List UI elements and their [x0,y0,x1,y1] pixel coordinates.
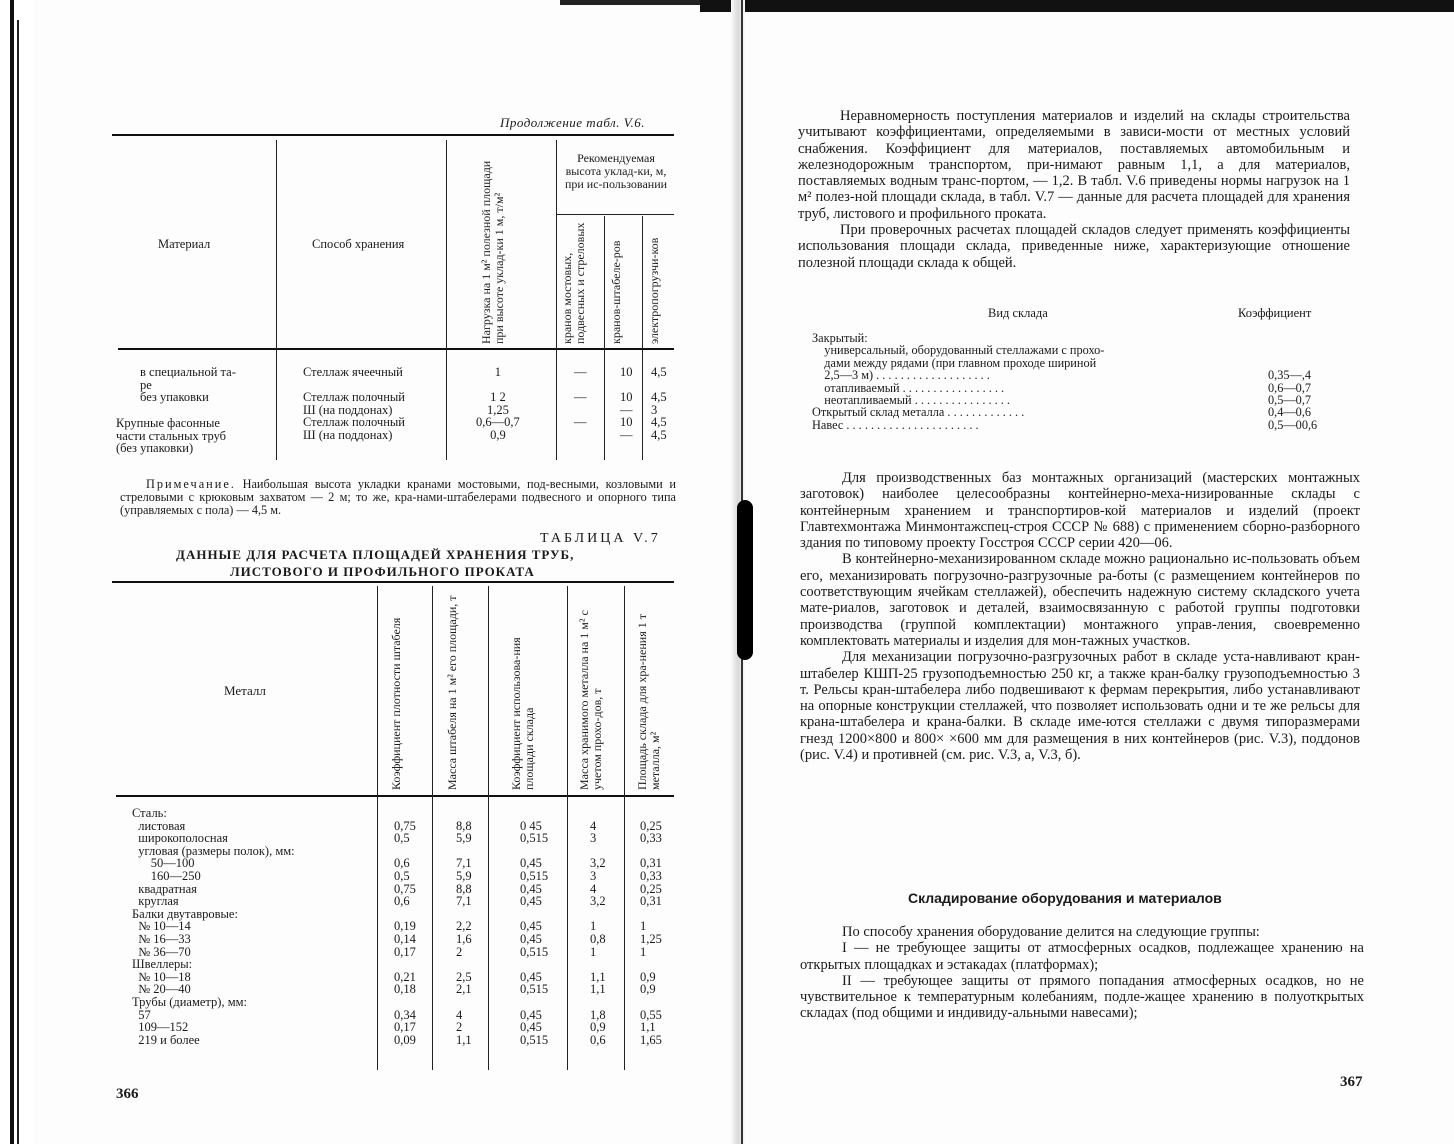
note-head: Примечание. [146,477,236,491]
paragraph-4-text: В контейнерно-механизированном складе можно рационально ис-пользовать объем его, механизировать погрузочно-разгрузочные ра-боты (с размещением контейнеров по соответствующим ячейкам стеллажей), обеспечить надежную систему складского учета мате-риалов, заготовок и деталей, взаимосвязанную с работой группы подготовки производства (группой комплектации) монтажного управ-ления, своевременно комплектовать материалы и изделия для мон-тажных участков. [800,551,1360,649]
table6-vline [276,140,277,460]
t6-header-crane2: кранов-штабеле-ров [609,240,623,344]
continuation-label: Продолжение табл. V.6. [500,115,645,130]
paragraph-7-text: I — не требующее защиты от атмосферных осадков, подлежащее хранению на открытых площадках и эстакадах (платформах); [800,940,1364,973]
t7-area-use-column: 0 45 0,515 0,45 0,515 0,45 0,45 0,45 0,45 0,515 0,45 0,515 0,45 0,45 0,515 [520,818,549,1047]
t7-metal-mass-column: 4 3 3,2 3 4 3,2 1 0,8 1 1,1 1,1 1,8 0,9 0,6 [590,818,606,1047]
t6-material-1: без упаковки [140,390,209,404]
t7-header-metal-mass: Масса хранимого металла на 1 м² с учетом прохо-дов, т [577,610,604,790]
table7-vline [567,586,568,1070]
t7-header-metal: Металл [224,683,266,698]
paragraph-8-text: II — требующее защиты от прямого попадания атмосферных осадков, но не чувствительное к температурным колебаниям, подле-жащее хранению в полуоткрытых складах (под общими и индивиду-альными навесами); [800,972,1364,1022]
table6-vline [604,216,605,460]
table7-vline [488,586,489,1070]
table7-title-line2: ЛИСТОВОГО И ПРОФИЛЬНОГО ПРОКАТА [230,564,535,579]
t7-metal-column: Сталь: листовая широкополосная угловая (размеры полок), мм: 50—100 160—250 квадратная круглая Балки двутавровые: № 10—14 № 16—33 № 36—70 Швеллеры: № 10—18 № 20—40 Трубы (диаметр), мм: 57 109—152 219 и более [132,806,295,1047]
paragraph-6-text: По способу хранения оборудование делится на следующие группы: [842,924,1260,940]
t6-header-load: Нагрузка на 1 м² полезной площади при высоте уклад-ки 1 м, т/м² [479,160,506,344]
coef-rows: Закрытый: универсальный, оборудованный стеллажами с прохо- дами между рядами (при главном проходе шириной 2,5—3 м) . . . . . . . . . . . . . . . . . . . отапливаемый . . . . . . . . . . . . . . . . . неотапливаемый . . . . . . . . . . . . . . . . Открытый склад металла . . . . . . . . . . . . . Навес . . . . . . . . . . . . . . . . . . . . . . [812,331,1105,432]
coef-header-value: Коэффициент [1238,306,1312,320]
t6-load-values: 1 1 2 1,25 0,6—0,7 0,9 [476,365,520,442]
table6-top-rule [112,134,674,136]
table7-label: ТАБЛИЦА V.7 [540,531,661,546]
table6-note [120,478,676,517]
paragraph-5-text: Для механизации погрузочно-разгрузочных работ в складе уста-навливают кран-штабелер КШП-25 грузоподъемностью 250 кг, а также кран-балку грузоподъемностью 3 т. Рельсы кран-штабелера либо подвешивают к фермам перекрытия, либо устанавливают на опорные конструкции стеллажей, что позволяет использовать одни и те же рельсы для крана-штабелера и крана-балки. В складе име-ются стеллажи с двумя типоразмерами гнезд 1200×800 и 800× ×600 мм для размещения в них контейнеров (рис. V.3), поддонов (рис. V.4) и противней (см. рис. V.3, а, V.3, б). [800,649,1360,764]
t7-header-area: Площадь склада для хра-нения 1 т металла, м² [635,614,662,790]
table7-title-line1: ДАННЫЕ ДЛЯ РАСЧЕТА ПЛОЩАДЕЙ ХРАНЕНИЯ ТРУБ, [176,547,575,562]
table6-header-rule [118,348,674,350]
t7-header-density: Коэффициент плотности штабеля [389,617,403,790]
page-number-left: 366 [116,1086,139,1102]
table6-vline [446,140,447,460]
binding-edge-line [17,20,19,1144]
scan-shadow [700,0,1454,12]
t6-crane2-values: 10 10 — 10 — [620,365,633,442]
table6-subheader-rule [556,214,674,215]
paragraph-block-3 [800,924,1364,1022]
paragraph-1 [798,108,1350,271]
t6-header-method: Способ хранения [312,237,405,251]
t6-material-3: Крупные фасонные части стальных труб (без упаковки) [116,416,227,455]
table7-vline [432,586,433,1070]
t6-methods: Стеллаж ячеечный Стеллаж полочный Ш (на поддонах) Стеллаж полочный Ш (на поддонах) [303,365,405,442]
t6-crane1-values: — — — [574,365,587,429]
t6-material-0: в специальной та- ре [140,365,236,392]
binding-edge [10,0,14,1144]
t7-header-stack-mass: Масса штабеля на 1 м² его площади, т [445,595,459,790]
paragraph-2-text: При проверочных расчетах площадей складов следует применять коэффициенты использования площади склада, приведенные ниже, характеризующие отношение полезной площади склада к общей. [798,222,1350,271]
page-number-right: 367 [1340,1074,1363,1090]
t6-crane3-values: 4,5 4,5 3 4,5 4,5 [651,365,667,442]
table6-vline [556,140,557,460]
table7-vline [377,586,378,1070]
t6-header-recommended: Рекомендуемая высота уклад-ки, м, при ис-пользовании [564,151,668,191]
t6-header-crane1: кранов мостовых, подвесных и стреловых [560,222,587,344]
paragraph-1-text: Неравномерность поступления материалов и изделий на склады строительства учитывают коэффициентами, определяемыми в зависи-мости от местных условий снабжения. Коэффициент для материалов, поставляемых автомобильным и железнодорожным транспортом, при-нимают равным 1,1, а для материалов, поставляемых водным транс-портом, — 1,2. В табл. V.6 приведены нормы нагрузок на 1 м² полез-ной площади склада, в табл. V.7 — данные для расчета площадей для хранения труб, листового и профильного проката. [798,108,1350,222]
t7-area-column: 0,25 0,33 0,31 0,33 0,25 0,31 1 1,25 1 0,9 0,9 0,55 1,1 1,65 [640,818,662,1047]
coef-header-type: Вид склада [988,306,1048,320]
table7-vline [624,586,625,1070]
paragraph-3-text: Для производственных баз монтажных организаций (мастерских монтажных заготовок) наиболее целесообразны контейнерно-меха-низированные склады с контейнерным хранением и транспортиров-кой материалов и изделий (проект Главтехмонтажа Минмонтажспец-строя СССР № 688) с применением сборно-разборного здания по типовому проекту Госстроя СССР серии 420—06. [800,470,1360,552]
t7-header-area-use: Коэффициент использова-ния площади склада [509,637,536,790]
t6-header-crane3: электропогрузчи-ков [647,237,661,344]
note-text: Наибольшая высота укладки кранами мостовыми, под-весными, козловыми и стреловыми с крюковым захватом — 2 м; то же, кра-нами-штабелерами подвесного и опорного типа (управляемых с пола) — 4,5 м. [120,477,676,517]
scan-blot [737,500,753,660]
section-heading: Складирование оборудования и материалов [908,890,1222,906]
table6-vline [642,216,643,460]
t7-density-column: 0,75 0,5 0,6 0,5 0,75 0,6 0,19 0,14 0,17 0,21 0,18 0,34 0,17 0,09 [394,818,416,1047]
table7-top-rule [112,581,674,583]
t6-header-material: Материал [158,237,211,251]
table7-header-rule [116,795,674,797]
t7-stack-mass-column: 8,8 5,9 7,1 5,9 8,8 7,1 2,2 1,6 2 2,5 2,1 4 2 1,1 [456,818,472,1047]
paragraph-block-2 [800,470,1360,763]
coef-values: 0,35—,4 0,6—0,7 0,5—0,7 0,4—0,6 0,5—00,6 [1268,368,1318,432]
